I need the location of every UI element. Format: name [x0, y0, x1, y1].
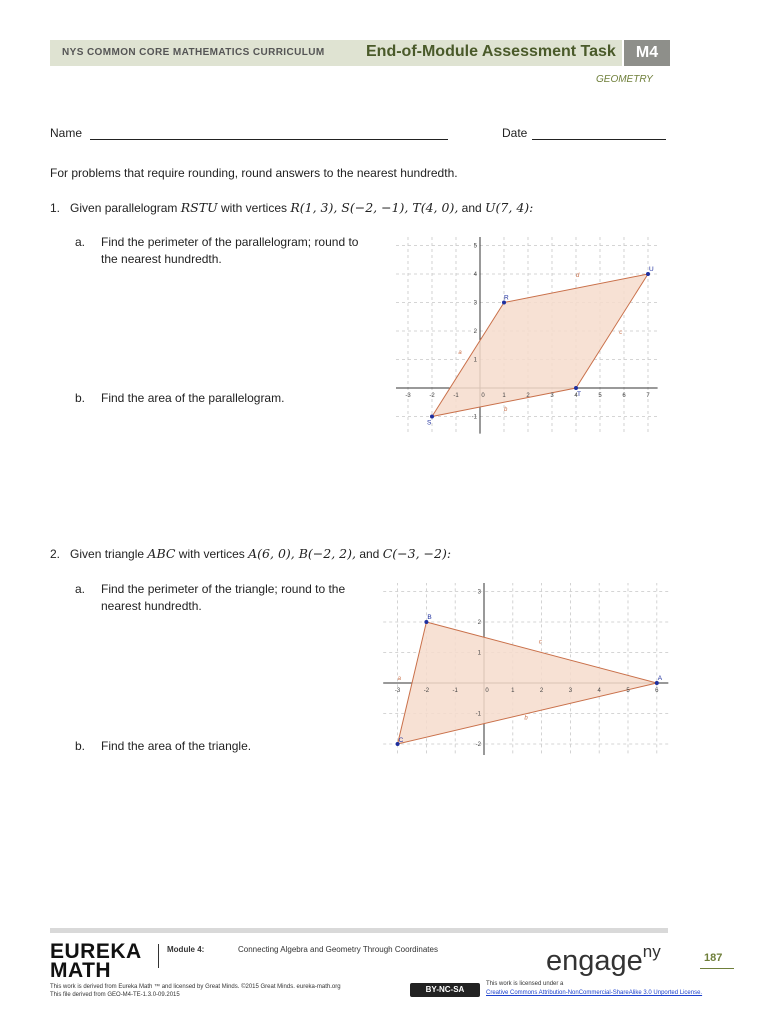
problem-1a-line2: the nearest hundredth. — [101, 252, 222, 266]
x-tick-label: 0 — [481, 393, 485, 399]
date-label: Date — [502, 126, 528, 140]
y-tick-label: 3 — [473, 300, 477, 307]
x-tick-label: -1 — [452, 688, 458, 694]
module-title: Connecting Algebra and Geometry Through Coordinates — [238, 945, 438, 954]
vertex-label: C — [398, 737, 404, 744]
y-tick-label: -1 — [475, 711, 481, 718]
triangle-shape — [398, 622, 657, 744]
x-tick-label: 2 — [539, 688, 544, 694]
logo-line-2: MATH — [50, 959, 112, 982]
problem-2-and: and — [359, 547, 380, 561]
vertex-point — [574, 386, 578, 390]
problem-2b-text: Find the area of the triangle. — [101, 739, 252, 753]
document-title: End-of-Module Assessment Task — [366, 43, 616, 60]
y-tick-label: -1 — [471, 414, 477, 421]
vertex-label: U — [649, 266, 654, 273]
problem-1b-label: b. — [75, 391, 86, 405]
problem-2-text: Given triangle — [70, 547, 145, 561]
vertex-point — [430, 415, 434, 419]
y-tick-label: 4 — [473, 272, 477, 278]
problem-2a-text — [101, 581, 376, 615]
page-number-rule — [700, 968, 734, 969]
side-label: b — [504, 406, 508, 413]
triangle-graph — [378, 583, 670, 755]
problem-1a-label: a. — [75, 235, 86, 249]
y-tick-label: 1 — [473, 357, 477, 364]
x-tick-label: 2 — [526, 393, 530, 399]
problem-1a-text — [101, 234, 391, 268]
side-label: b — [524, 715, 528, 722]
problem-1-and: and — [461, 201, 482, 215]
vertex-label: S — [427, 419, 432, 427]
problem-1b-text: Find the area of the parallelogram. — [101, 391, 285, 405]
x-tick-label: 6 — [622, 393, 626, 399]
side-label: d — [576, 272, 580, 279]
vertex-label: R — [504, 294, 509, 302]
module-badge: M4 — [624, 40, 670, 66]
problem-1a-line1: Find the perimeter of the parallelogram; round to — [101, 235, 359, 249]
side-label: a — [458, 349, 462, 356]
problem-1-shape: RSTU — [180, 200, 218, 215]
x-tick-label: -3 — [394, 688, 401, 694]
problem-1-statement — [50, 200, 533, 215]
x-tick-label: 6 — [655, 688, 659, 694]
problem-1-last-vertex: U(7, 4): — [485, 200, 534, 215]
cc-license-badge: BY-NC-SA — [410, 983, 480, 997]
page-number: 187 — [704, 952, 723, 964]
date-field[interactable] — [532, 139, 666, 140]
problem-2-statement — [50, 546, 451, 561]
y-tick-label: 2 — [473, 329, 477, 335]
logo-line-1: EUREKA — [50, 940, 142, 963]
problem-1-text-mid: with vertices — [220, 201, 287, 215]
instructions: For problems that require rounding, round answers to the nearest hundredth. — [50, 166, 458, 180]
x-tick-label: 1 — [511, 688, 515, 694]
curriculum-label: NYS COMMON CORE MATHEMATICS CURRICULUM — [62, 47, 325, 58]
license-link[interactable]: Creative Commons Attribution-NonCommercial-ShareAlike 3.0 Unported License. — [486, 990, 703, 996]
x-tick-label: 3 — [568, 688, 573, 694]
credit-line-1: This work is derived from Eureka Math ™ and licensed by Great Minds. ©2015 Great Minds. eureka-math.org — [50, 984, 341, 990]
license-line-1: This work is licensed under a — [486, 981, 564, 987]
problem-2-number: 2. — [50, 547, 61, 561]
side-label: c — [619, 329, 623, 336]
credit-line-2: This file derived from GEO-M4-TE-1.3.0-09.2015 — [50, 992, 180, 998]
parallelogram-graph — [395, 232, 670, 442]
problem-2-text-mid: with vertices — [178, 547, 245, 561]
engage-text: engage — [546, 945, 643, 977]
y-tick-label: 3 — [477, 589, 481, 596]
vertex-label: B — [427, 614, 432, 621]
x-tick-label: 5 — [598, 393, 602, 399]
x-tick-label: 3 — [550, 393, 554, 399]
parallelogram-shape — [432, 274, 648, 417]
x-tick-label: 0 — [485, 688, 489, 694]
y-tick-label: -2 — [475, 742, 481, 748]
problem-1-text: Given parallelogram — [70, 201, 178, 215]
name-field[interactable] — [90, 139, 448, 140]
problem-2-shape: ABC — [147, 546, 176, 561]
problem-1-number: 1. — [50, 201, 61, 215]
footer-divider — [158, 944, 159, 968]
problem-2-vertices: A(6, 0), B(−2, 2), — [248, 546, 356, 561]
x-tick-label: -3 — [405, 393, 411, 399]
side-label: a — [397, 675, 401, 682]
footer-rule — [50, 928, 668, 933]
problem-2a-line1: Find the perimeter of the triangle; round to the — [101, 582, 346, 596]
problem-1-vertices: R(1, 3), S(−2, −1), T(4, 0), — [290, 200, 459, 215]
side-label: c — [538, 639, 542, 646]
problem-2-last-vertex: C(−3, −2): — [382, 546, 452, 561]
x-tick-label: 7 — [646, 393, 650, 399]
module-label: Module 4: — [167, 945, 205, 954]
y-tick-label: 2 — [477, 620, 481, 626]
x-tick-label: -2 — [423, 688, 430, 694]
vertex-label: A — [657, 675, 663, 682]
engageny-logo — [546, 942, 661, 978]
problem-2b-label: b. — [75, 739, 86, 753]
name-label: Name — [50, 126, 83, 140]
problem-2a-label: a. — [75, 582, 86, 596]
engage-sup: ny — [642, 942, 661, 961]
y-tick-label: 5 — [473, 243, 477, 250]
x-tick-label: -1 — [453, 393, 459, 399]
y-tick-label: 1 — [477, 650, 481, 657]
problem-2a-line2: nearest hundredth. — [101, 599, 202, 613]
subject-label: GEOMETRY — [596, 74, 653, 85]
x-tick-label: 4 — [597, 688, 601, 694]
eureka-math-logo — [50, 942, 142, 980]
x-tick-label: 4 — [574, 393, 578, 399]
x-tick-label: 1 — [502, 393, 506, 399]
x-tick-label: 5 — [626, 688, 630, 694]
vertex-label: T — [577, 391, 581, 398]
x-tick-label: -2 — [429, 393, 435, 399]
